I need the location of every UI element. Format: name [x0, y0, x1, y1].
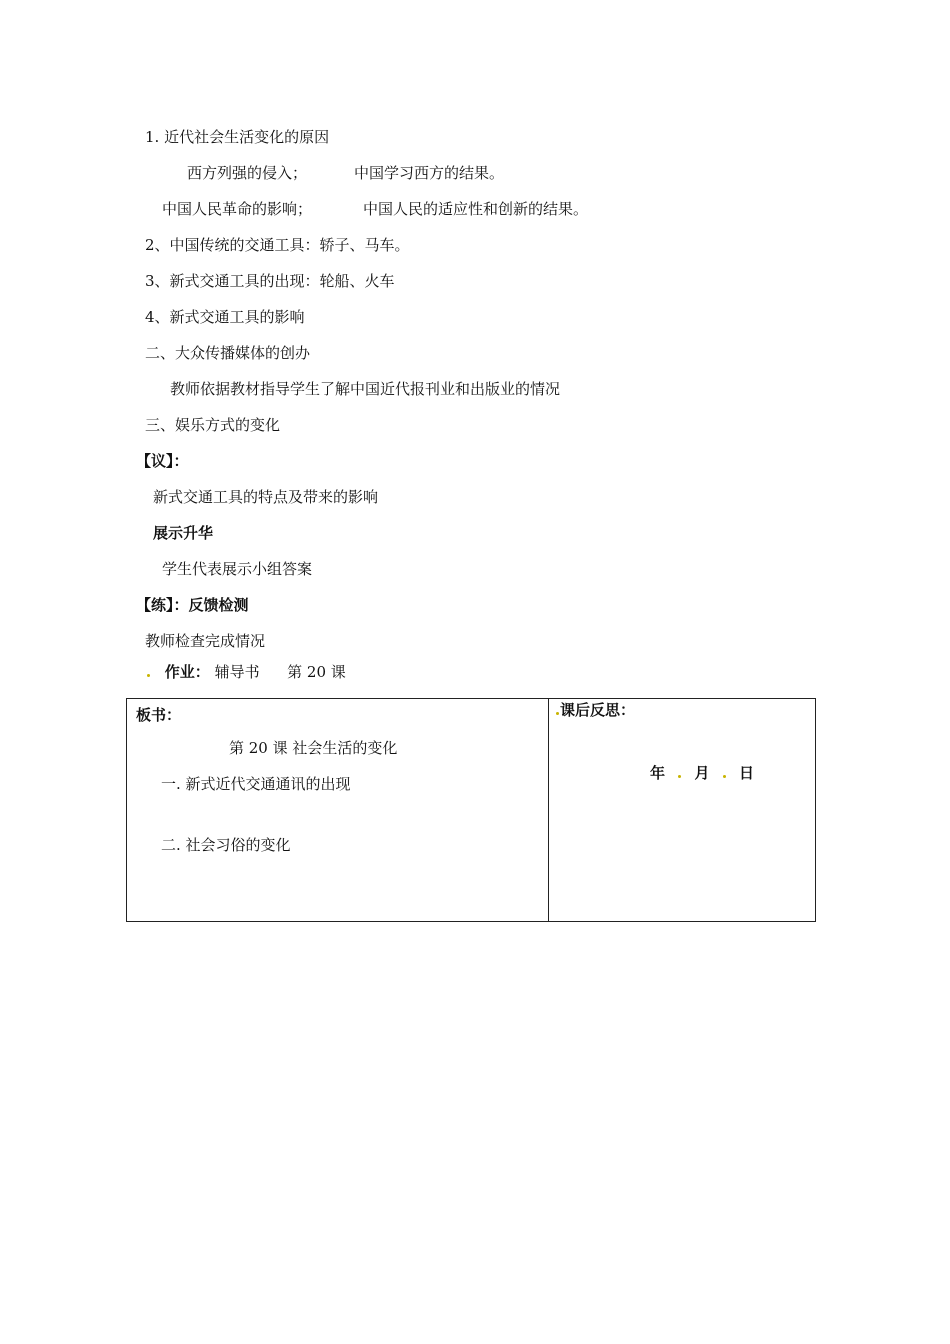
board-cell [127, 699, 549, 922]
day-label: 日 [738, 764, 754, 782]
display-heading: 展示升华 [153, 524, 214, 542]
month-label: 月 [694, 764, 710, 782]
cause-learning-west: 中国学习西方的结果。 [354, 164, 505, 182]
dot-mark [556, 712, 559, 715]
cause-heading: 1. 近代社会生活变化的原因 [145, 128, 330, 146]
board-label: 板书： [136, 706, 182, 724]
reflection-cell [549, 699, 816, 922]
display-content: 学生代表展示小组答案 [162, 560, 313, 578]
practice-label: 【练】：反馈检测 [136, 596, 249, 614]
cause-revolution: 中国人民革命的影响； [162, 200, 313, 218]
dot-mark [723, 775, 726, 778]
board-item-one: 一. 新式近代交通通讯的出现 [161, 775, 351, 793]
board-table [126, 698, 816, 922]
reflection-date [650, 763, 754, 783]
teacher-guidance: 教师依据教材指导学生了解中国近代报刊业和出版业的情况 [170, 380, 561, 398]
section-three-heading: 三、娱乐方式的变化 [145, 416, 281, 434]
board-item-two: 二. 社会习俗的变化 [161, 836, 291, 854]
board-title: 第 20 课 社会生活的变化 [229, 739, 398, 757]
discuss-label: 【议】： [136, 452, 189, 470]
dot-mark [147, 674, 150, 677]
new-transport: 3、新式交通工具的出现：轮船、火车 [145, 272, 395, 290]
reflection-label: 课后反思： [556, 700, 635, 720]
transport-impact: 4、新式交通工具的影响 [145, 308, 305, 326]
section-two-heading: 二、大众传播媒体的创办 [145, 344, 311, 362]
homework-line [143, 662, 346, 682]
homework-book: 辅导书 [214, 663, 260, 681]
dot-mark [678, 775, 681, 778]
discuss-content: 新式交通工具的特点及带来的影响 [153, 488, 379, 506]
year-label: 年 [650, 764, 666, 782]
traditional-transport: 2、中国传统的交通工具：轿子、马车。 [145, 236, 410, 254]
practice-content: 教师检查完成情况 [145, 632, 266, 650]
cause-western-invasion: 西方列强的侵入； [187, 164, 308, 182]
homework-lesson: 第 20 课 [287, 663, 346, 681]
cause-adaptability: 中国人民的适应性和创新的结果。 [363, 200, 589, 218]
homework-label: 作业： [164, 663, 210, 681]
